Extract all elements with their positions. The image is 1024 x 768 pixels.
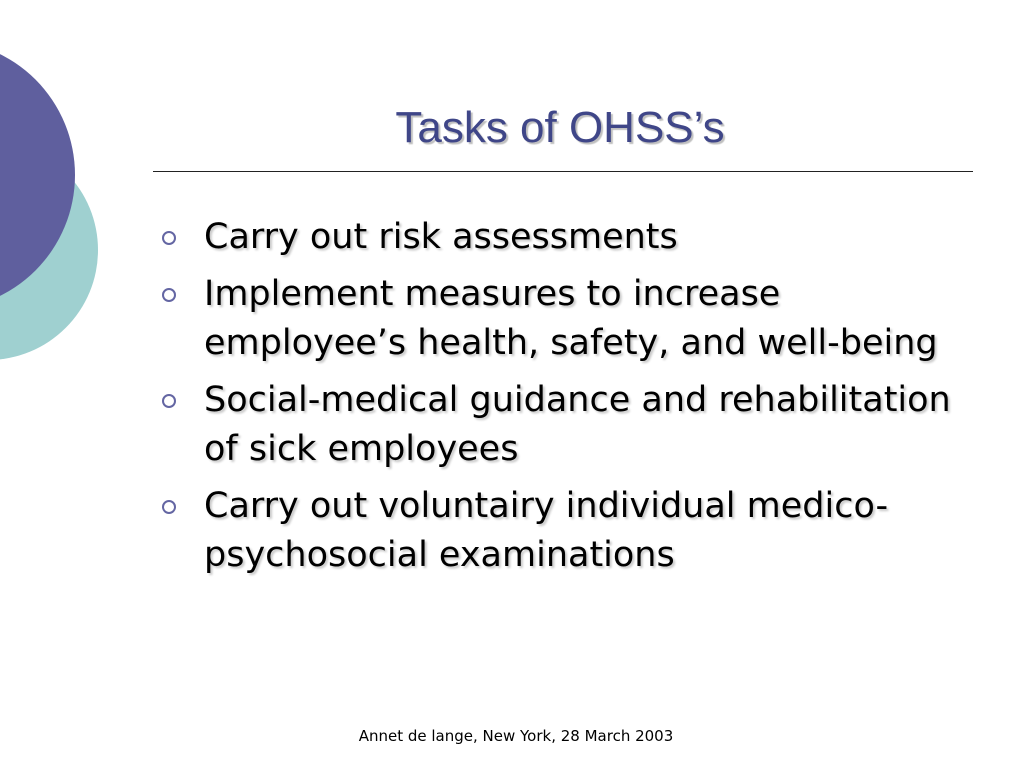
bullet-text: Carry out risk assessments: [204, 217, 678, 257]
bullet-circle-icon: [162, 500, 176, 514]
bullet-list: [160, 213, 960, 588]
bullet-text: Implement measures to increase employee’s health, safety, and well-being: [204, 274, 938, 363]
bullet-text: Carry out voluntairy individual medico-psychosocial examinations: [204, 486, 889, 575]
bullet-circle-icon: [162, 288, 176, 302]
title-divider: [153, 171, 973, 172]
bullet-circle-icon: [162, 231, 176, 245]
slide-footer: Annet de lange, New York, 28 March 2003: [358, 727, 674, 745]
bullet-item: [160, 482, 960, 580]
bullet-item: [160, 376, 960, 474]
bullet-item: [160, 213, 960, 262]
bullet-item: [160, 270, 960, 368]
bullet-text: Social-medical guidance and rehabilitation of sick employees: [204, 380, 951, 469]
decorative-circles: [0, 0, 110, 410]
slide-title: Tasks of OHSS’s: [395, 103, 725, 152]
bullet-circle-icon: [162, 394, 176, 408]
